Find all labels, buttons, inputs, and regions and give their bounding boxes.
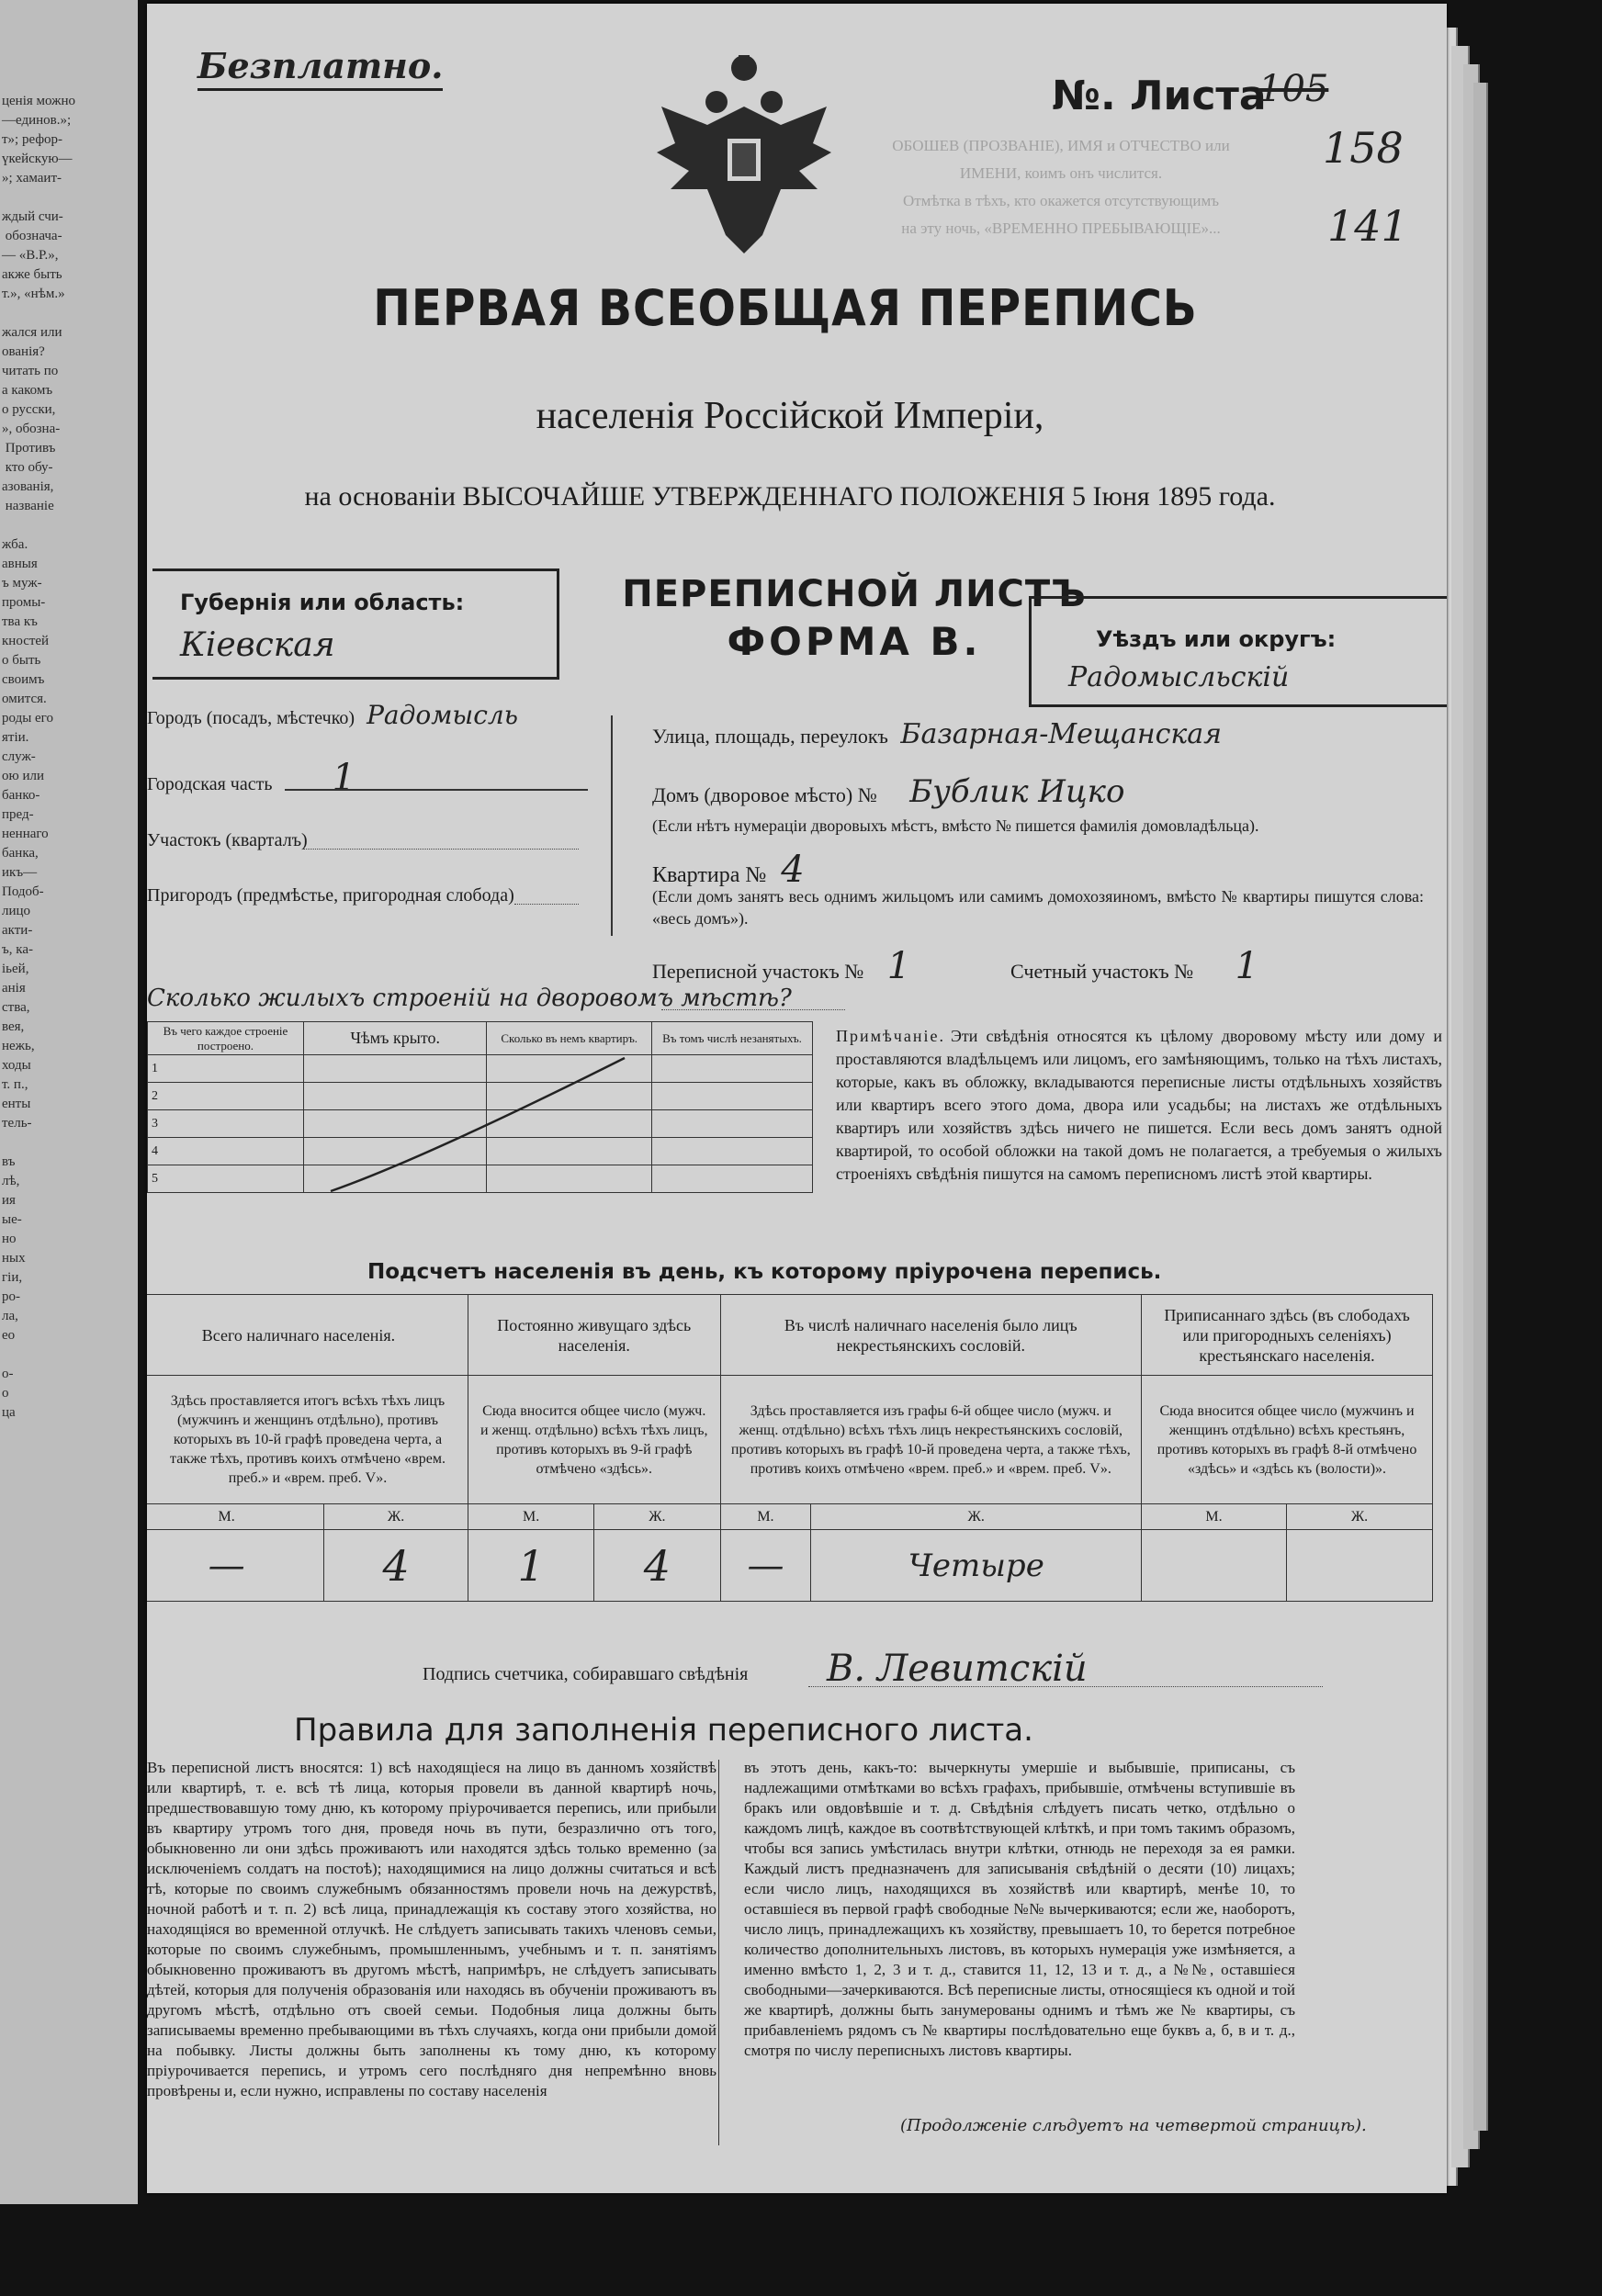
apartment-value: 4	[781, 849, 805, 891]
rules-left-column: Въ переписной листъ вносятся: 1) всѣ находящіеся на лицо въ данномъ хозяйствѣ или квартирѣ, т. е. всѣ тѣ лица, которыя провели въ данной квартирѣ ночь, предшествовавшую тому дню, къ которому пріурочивается перепись, или прибыли въ квартиру утромъ того дня, проведя ночь въ пути, безразлично отъ того, обыкновенно ли они здѣсь проживаютъ или находятся здѣсь только временно (за исключеніемъ солдатъ на постоѣ); находящимися на лицо должны считаться и всѣ тѣ, которые по своимъ служебнымъ обязанностямъ провели ночь на дежурствѣ, ночной работѣ и т. п. 2) всѣ лица, принадлежащія къ составу этого хозяйства, но находящіяся во временной отлучкѣ. Не слѣдуетъ записывать такихъ членовъ семьи, которые по своимъ служебнымъ, промышленнымъ, учебнымъ и т. п. занятіямъ обыкновенно проживаютъ въ другомъ мѣстѣ, напримѣръ, не слѣдуетъ записывать дѣтей, которыя для полученія образованія или находясь въ обученіи проживаютъ въ другомъ мѣстѣ, отдѣльно отъ своей семьи. Подобныя лица должны быть записываемы временно пребывающими въ тѣхъ случаяхъ, когда они прибыли домой на побывку. Листы должны быть заполнены къ тому дню, къ которому пріурочивается перепись, и утромъ сего послѣдняго дня непремѣнно вновь провѣрены и, если нужно, исправлены по составу населенія	[147, 1759, 716, 2099]
quarter-label: Участокъ (кварталъ)	[147, 830, 308, 850]
count-value: Четыре	[811, 1530, 1142, 1602]
rules-column-divider	[718, 1760, 719, 2145]
house-field	[652, 773, 1124, 810]
document-subtitle: населенія Россійской Имперіи,	[536, 395, 1044, 437]
census-district-field	[652, 945, 910, 987]
page-stack-edge	[1473, 83, 1488, 2131]
count-value: 1	[468, 1530, 593, 1602]
count-male-header: М.	[147, 1504, 324, 1530]
quarter-field	[147, 830, 308, 851]
province-box	[152, 568, 559, 680]
archive-number-2: 141	[1327, 201, 1408, 251]
count-male-header: М.	[720, 1504, 811, 1530]
buildings-row-num: 4	[148, 1138, 304, 1165]
count-desc-permanent: Сюда вносится общее число (мужч. и женщ. отдѣльно) всѣхъ тѣхъ лицъ, противъ которыхъ въ 9-й графѣ отмѣчено «здѣсь».	[468, 1376, 720, 1504]
count-value	[1142, 1530, 1287, 1602]
town-label: Городъ (посадъ, мѣстечко)	[147, 708, 355, 728]
bleed-line: на эту ночь, «ВРЕМЕННО ПРЕБЫВАЮЩІЕ»...	[901, 219, 1221, 237]
count-value: 4	[594, 1530, 720, 1602]
signature-line	[808, 1686, 1323, 1687]
district-value: Радомысльскій	[1068, 661, 1290, 693]
counting-district-field	[1010, 945, 1258, 987]
count-desc-present: Здѣсь проставляется итогъ всѣхъ тѣхъ лицъ (мужчинъ и женщинъ отдѣльно), противъ которыхъ въ 10-й графѣ проведена черта, а также тѣхъ, противъ коихъ отмѣчено «врем. преб.» и «врем. преб. V».	[147, 1376, 468, 1504]
count-desc-peasant: Сюда вносится общее число (мужчинъ и женщинъ отдѣльно) всѣхъ крестьянъ, противъ которыхъ въ графѣ 8-й отмѣчено «здѣсь» и «здѣсь къ (волости)».	[1142, 1376, 1433, 1504]
census-district-value: 1	[886, 945, 911, 987]
suburb-field	[147, 885, 514, 906]
count-value	[1287, 1530, 1433, 1602]
form-title-line2: ФОРМА В.	[727, 619, 982, 664]
counting-district-value: 1	[1235, 945, 1259, 987]
count-female-header: Ж.	[324, 1504, 468, 1530]
census-sheet	[147, 4, 1447, 2193]
note-text: Эти свѣдѣнія относятся къ цѣлому дворовому мѣсту или дому и проставляются владѣльцемъ или лицомъ, его замѣняющимъ, только на тѣхъ листахъ, которые, какъ въ обложку, вкладываются переписные листы отдѣльныхъ хозяйствъ или квартиръ всего этого дома, двора или усадьбы; на листахъ же отдѣльныхъ квартиръ или хозяйствъ здѣсь ничего не пишется. Если весь домъ занятъ одной квартирой, то особой обложки на такой домъ не полагается, а требуемыя о жилыхъ строеніяхъ свѣдѣнія пишутся на самомъ переписномъ листѣ этой квартиры.	[836, 1027, 1442, 1183]
province-label: Губернія или область:	[180, 590, 465, 615]
buildings-col-roof: Чѣмъ крыто.	[303, 1022, 486, 1055]
buildings-answer-line	[661, 1009, 845, 1010]
count-col-permanent: Постоянно живущаго здѣсь населенія.	[468, 1295, 720, 1376]
count-male-header: М.	[468, 1504, 593, 1530]
buildings-row-num: 2	[148, 1083, 304, 1110]
enumerator-signature-value: В. Левитскій	[827, 1648, 1088, 1690]
bleed-line: ОБОШЕВ (ПРОЗВАНІЕ), ИМЯ и ОТЧЕСТВО или	[892, 137, 1230, 154]
rules-title: Правила для заполненія переписного листа.	[294, 1712, 1033, 1749]
count-male-header: М.	[1142, 1504, 1287, 1530]
house-label: Домъ (дворовое мѣсто) №	[652, 783, 877, 806]
district-box	[1029, 596, 1447, 707]
count-female-header: Ж.	[594, 1504, 720, 1530]
buildings-row-num: 3	[148, 1110, 304, 1138]
bleed-line: Отмѣтка в тѣхъ, кто окажется отсутствующимъ	[902, 192, 1220, 209]
legal-basis: на основаніи ВЫСОЧАЙШЕ УТВЕРЖДЕННАГО ПОЛОЖЕНІЯ 5 Іюня 1895 года.	[304, 481, 1276, 512]
buildings-col-vacant: Въ томъ числѣ незанятыхъ.	[652, 1022, 813, 1055]
province-value: Кіевская	[180, 626, 335, 664]
house-value: Бублик Ицко	[909, 773, 1125, 810]
form-title-line1: ПЕРЕПИСНОЙ ЛИСТЪ	[622, 573, 1087, 615]
bleed-through-text	[886, 132, 1235, 242]
street-value: Базарная-Мещанская	[900, 718, 1223, 750]
buildings-question: Сколько жилыхъ строеній на дворовомъ мѣстѣ?	[147, 985, 792, 1012]
count-female-header: Ж.	[1287, 1504, 1433, 1530]
count-desc-nonpeasant: Здѣсь проставляется изъ графы 6-й общее число (мужч. и женщ. отдѣльно) всѣхъ тѣхъ лицъ некрестьянскихъ сословій, противъ которыхъ въ графѣ 10-й проведена черта, а также тѣхъ, противъ коихъ отмѣчено «врем. преб.» и «врем. преб. V».	[720, 1376, 1142, 1504]
count-heading: Подсчетъ населенія въ день, къ которому пріурочена перепись.	[367, 1260, 1162, 1284]
city-part-value: 1	[332, 757, 355, 799]
count-col-present: Всего наличнаго населенія.	[147, 1295, 468, 1376]
street-label: Улица, площадь, переулокъ	[652, 725, 888, 748]
rules-right-column: въ этотъ день, какъ-то: вычеркнуты умершіе и выбывшіе, приписаны, съ надлежащими отмѣтками во всѣхъ графахъ, прибывшіе, отмѣчены вступившіе въ бракъ или овдовѣвшіе и т. д. Свѣдѣнія слѣдуетъ писать четко, отдѣльно о каждомъ лицѣ, каждое въ соотвѣтствующей клѣткѣ, и при томъ такимъ образомъ, чтобы вся запись умѣстилась внутри клѣтки, отнюдь не переходя за ея рамки. Каждый листъ предназначенъ для записыванія свѣдѣній о десяти (10) лицахъ; если число лицъ, находящихся въ хозяйствѣ или квартирѣ, менѣе 10, то оставшіеся въ первой графѣ свободные №№ вычеркиваются; если же, наоборотъ, число лицъ, принадлежащихъ къ хозяйству, превышаетъ 10, то берется потребное количество дополнительныхъ листовъ, въ которыхъ нумерація уже измѣняется, а именно вмѣсто 1, 2, 3 и т. д., ставится 11, 12, 13 и т. д., а №№, оставшіеся свободными—зачеркиваются. Всѣ переписные листы, относящіеся къ одной и той же квартирѣ, должны быть занумерованы однимъ и тѣмъ же № квартиры, съ прибавленіемъ рядомъ съ № квартиры послѣдовательно еще буквъ а, б, в и т. д., смотря по числу переписныхъ листовъ квартиры.	[744, 1759, 1295, 2059]
count-value: —	[720, 1530, 811, 1602]
count-col-nonpeasant: Въ числѣ наличнаго населенія было лицъ некрестьянскихъ сословій.	[720, 1295, 1142, 1376]
count-col-peasant: Приписаннаго здѣсь (въ слободахъ или пригородныхъ селеніяхъ) крестьянскаго населенія.	[1142, 1295, 1433, 1376]
bleed-line: ИМЕНИ, коимъ онъ числится.	[959, 164, 1163, 182]
apartment-label: Квартира №	[652, 863, 767, 887]
buildings-strike-line	[147, 1021, 813, 1196]
field-divider	[611, 715, 613, 936]
previous-page-fragment	[0, 0, 138, 2204]
count-female-header: Ж.	[811, 1504, 1142, 1530]
quarter-line	[303, 849, 579, 850]
sheet-number-value: 105	[1258, 68, 1329, 110]
street-field	[652, 718, 1222, 750]
enumerator-signature-label: Подпись счетчика, собиравшаго свѣдѣнія	[423, 1664, 749, 1684]
count-value: —	[147, 1530, 324, 1602]
district-label: Уѣздъ или округъ:	[1096, 626, 1337, 652]
count-value: 4	[324, 1530, 468, 1602]
house-note: (Если нѣтъ нумераціи дворовыхъ мѣстъ, вмѣсто № пишется фамилія домовладѣльца).	[652, 816, 1259, 835]
city-part-underline	[285, 789, 588, 791]
city-part-label: Городская часть	[147, 774, 273, 794]
imperial-eagle-icon	[643, 51, 845, 263]
archive-number-1: 158	[1323, 123, 1404, 173]
census-district-label: Переписной участокъ №	[652, 960, 864, 983]
buildings-col-material: Въ чего каждое строеніе построено.	[148, 1022, 304, 1055]
free-label: Безплатно.	[197, 45, 443, 91]
note-title: Примѣчаніе.	[836, 1027, 945, 1045]
suburb-label: Пригородъ (предмѣстье, пригородная слобода)	[147, 885, 514, 906]
suburb-line	[514, 904, 579, 905]
town-field	[147, 700, 570, 730]
city-part-field	[147, 757, 579, 799]
population-count-table	[147, 1294, 1433, 1602]
previous-page-text: ценія можно —единов.»; т»; рефор- үкейскую— »; хамаит- ждый счи- обознача- — «В.Р.», акже быть т.», «нѣм.» жался или ованія? читать по а какомъ о русски, », обозна- Противъ кто обу- азованія, названіе жба. авныя ъ муж- промы- тва къ кностей о быть своимъ омится. роды его ятіи. служ- ою или банко- пред- неннаго банка, икъ— Подоб- лицо акти- ъ, ка- іьей, анія ства, вея, нежь, ходы т. п., енты тель- въ лѣ, ия ые- но ных гіи, ро- ла, ео о- о ца	[2, 94, 76, 1420]
sheet-number-label: №. Листа	[1052, 73, 1267, 119]
continued-note: (Продолженіе слѣдуетъ на четвертой страницѣ).	[900, 2116, 1367, 2135]
apartment-note: (Если домъ занятъ весь однимъ жильцомъ или самимъ домохозяиномъ, вмѣсто № квартиры пишутся слова: «весь домъ»).	[652, 887, 1424, 928]
town-value: Радомысль	[367, 700, 518, 730]
buildings-row-num: 5	[148, 1165, 304, 1193]
document-title: ПЕРВАЯ ВСЕОБЩАЯ ПЕРЕПИСЬ	[373, 279, 1198, 337]
buildings-row-num: 1	[148, 1055, 304, 1083]
counting-district-label: Счетный участокъ №	[1010, 960, 1194, 983]
note-block	[836, 1025, 1442, 1186]
buildings-col-apartments: Сколько въ немъ квартиръ.	[487, 1022, 652, 1055]
